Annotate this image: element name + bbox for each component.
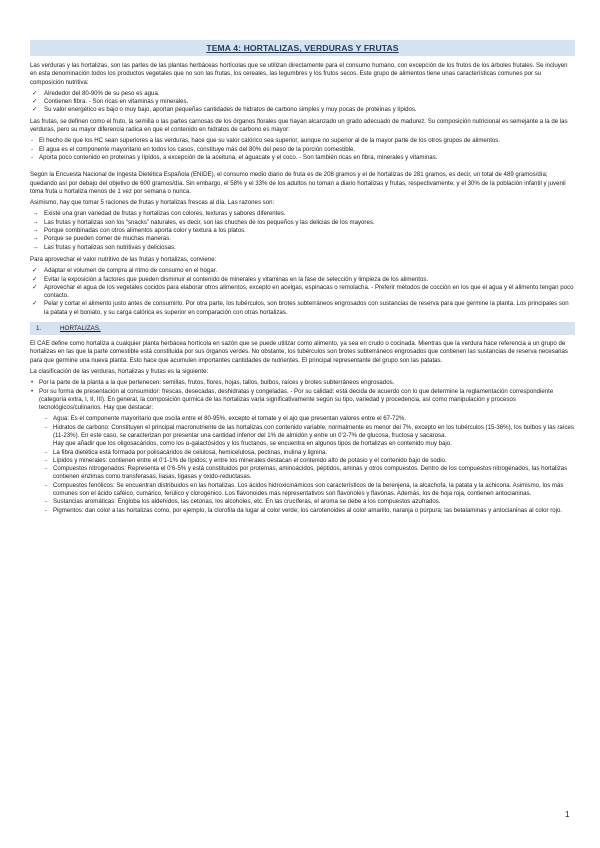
- page-title: TEMA 4: HORTALIZAS, VERDURAS Y FRUTAS: [206, 43, 399, 53]
- hortalizas-paragraph: El CAE define como hortaliza a cualquier planta herbácea hortícola en sazón que se puede utilizar como alimento, ya sea en crudo o cocinada. Mientras que la verdura hace referencia a un grupo de hortalizas en las que la parte comestible está constituida por sus órganos verdes. No obstante, los tubérculos son brotes subterráneos engrosados que contienen las sustancias de reserva necesarias para que germine una nueva planta. Esto hace que acumulen importantes cantidades de nutrientes. El principal representante del grupo son las patatas.: [30, 340, 568, 364]
- list-item: - Aporta poco contenido en proteínas y lípidos, a excepción de la aceituna, el aguacate y el coco. - Son también ricas en fibra, minerales y vitaminas.: [30, 154, 575, 162]
- aprovechar-check-list: [30, 267, 575, 317]
- list-item: ✓ Evitar la exposición a factores que pueden disminuir el contenido de minerales y vitaminas en la fase de selección y limpieza de los alimentos.: [30, 276, 575, 284]
- list-item: → Porque se pueden comer de muchas maneras.: [30, 235, 575, 243]
- list-item: - Hidratos de carbono: Constituyen el principal macronutriente de las hortalizas con contenido variable, normalmente es menor del 7%, excepto en los tubérculos (15-36%), los bulbos y las raíces (11-23%). En este caso, se caracterizan por presentar una cantidad inferior del 1% de almidón y entre un 0’2-7% de glucosa, fructosa y sacarosa.: [44, 424, 575, 441]
- list-item: ✓ Alrededor del 80-90% de su peso es agua.: [30, 90, 575, 98]
- list-item: - La fibra dietética está formada por polisacáridos de celulosa, hemicelulosa, pectinas, inulina y lignina.: [44, 449, 575, 457]
- enide-paragraph: Según la Encuesta Nacional de Ingesta Dietética Española (ENIDE), el consumo medio diario de fruta es de 208 gramos y el de hortalizas de 281 gramos, es decir, un total de 489 gramos/día; quedando así por debajo del objetivo de 600 gramos/día. Sin embargo, el 58% y el 33% de los adultos no toman a diario hortalizas y frutas, respectivamente, y el 30% de la población infantil y juvenil toma fruta u hortaliza menos de 1 vez por semana o nunca.: [30, 171, 566, 195]
- list-item: ✓ Contienen fibra. - Son ricas en vitaminas y minerales.: [30, 98, 575, 106]
- intro-paragraph: Las verduras y las hortalizas, son las partes de las plantas herbáceas hortícolas que se utilizan directamente para el consumo humano, con excepción de los frutos de los árboles frutales. Se incluyen en esta denominación todos los productos vegetales que no son las frutas, los cereales, las legumbres y los frutos secos. Este grupo de alimentos tiene unas características comunes por su composición nutritiva:: [30, 62, 568, 86]
- list-item: → Las frutas y hortalizas son nutritivas y deliciosas.: [30, 244, 575, 252]
- list-item: ✓ Aprovechar el agua de los vegetales cocidos para elaborar otros alimentos, excepto en acelgas, espinacas o remolacha. - Preferir métodos de cocción en los que el agua y el alimento tengan poco contacto.: [30, 284, 575, 301]
- page-number: 1: [565, 810, 570, 819]
- raciones-paragraph: Asimismo, hay que tomar 5 raciones de frutas y hortalizas frescas al día. Las razones son:: [30, 199, 275, 207]
- section-label: HORTALIZAS.: [60, 325, 101, 333]
- frutas-dash-list: [30, 137, 575, 162]
- list-item: - Compuestos nitrogenados: Representa el 0’6-5% y está constituidos por proteínas, aminoácidos, péptidos, aminas y otros compuestos. Dentro de los compuestos nitrogenados, las hortalizas contienen enzimas como transferasas, liasas, ligasas y oxido-reductasas.: [44, 465, 575, 482]
- section-number: 1.: [36, 325, 42, 333]
- list-item: ✓ Pelar y cortar el alimento justo antes de consumirlo. Por otra parte, los tubérculos, son brotes subterráneos engrosados con sustancias de reserva para que germine la planta. Los principales son la patata y el boniato, y su carga calórica es superior en comparación con otras hortalizas.: [30, 300, 575, 317]
- section-heading: [30, 322, 575, 335]
- list-item: → Las frutas y hortalizas son los “snacks” naturales, es decir, son las chuches de los pequeños y las delicias de los mayores.: [30, 219, 575, 227]
- list-item: - Compuestos fenólicos: Se encuentran distribuidos en las hortalizas. Los ácidos hidroxicinámicos son característicos de la berenjena, la alcachofa, la patata y la achicoria. Asimismo, los más comunes son el ácido caféico, cumárico, ferúlico y clorogénico. Los flavonoides más representativos son flavonoles y flavonas. Además, los de hoja roja, contienen antocianinas.: [44, 482, 575, 499]
- list-item: ✓ Adaptar el volumen de compra al ritmo de consumo en el hogar.: [30, 267, 575, 275]
- list-item: • Por su forma de presentación al consumidor: frescas, desecadas, deshidratas y congeladas. - Por su calidad: está decida de acuerdo con lo que determine la reglamentación correspondiente (categoría extra, I, II, III). En general, la composición química de las hortalizas varía significativamente según su tipo, variedad y procedencia, así como manipulación y procesos tecnológicos/culinarios. Hay que destacar:: [30, 388, 575, 413]
- list-item: → Existe una gran variedad de frutas y hortalizas con colores, texturas y sabores diferentes.: [30, 210, 575, 218]
- list-item: - Sustancias aromáticas: Engloba los aldehídos, las cetonas, los alcoholes, etc. En las crucíferas, el aroma se debe a los compuestos azufrados.: [44, 498, 575, 506]
- frutas-paragraph: Las frutas, se definen como el fruto, la semilla o las partes carnosas de los órganos florales que hayan alcanzado un grado adecuado de madurez. Su composición nutricional es semejante a la de las verduras, pero su mayor diferencia radica en que el contenido en hidratos de carbono es mayor:: [30, 117, 568, 134]
- list-item: - El agua es el componente mayoritario en todos los casos, constituye más del 80% del peso de la porción comestible.: [30, 146, 575, 154]
- list-item: - Agua: Es el componente mayoritario que oscila entre el 80-95%, excepto el tomate y el ajo que presentan valores entre el 67-72%.: [44, 415, 575, 423]
- title-bar: [30, 40, 575, 56]
- list-item: - El hecho de que los HC sean superiores a las verduras, hace que su valor calórico sea superior, aunque no superior al de la mayor parte de los otros grupos de alimentos.: [30, 137, 575, 145]
- list-item: - Lípidos y minerales: contienen entre el 0’1-1% de lípidos; y entre los minerales destacan el contenido alto de potasio y el contenido bajo de sodio.: [44, 457, 575, 465]
- list-item: → Porque combinadas con otros alimentos aporta color y textura a los platos.: [30, 227, 575, 235]
- list-item: ✓ Su valor energético es bajo o muy bajo, aportan pequeñas cantidades de hidratos de carbono simples y muy pocas de proteínas y lípidos.: [30, 106, 575, 114]
- reasons-arrow-list: [30, 210, 575, 251]
- list-item: - Pigmentos: dan color a las hortalizas como, por ejemplo, la clorofila da lugar al color verde; los carotenoides al color amarillo, naranja o púrpura; las betalaminas y antocianinas al color rojo.: [44, 507, 575, 515]
- list-item-continuation: Hay que añadir que los oligosacáridos, como los α-galactósidos y los fructanos, se encuentra en algunos tipos de hortalizas en contenido muy bajo.: [53, 440, 452, 448]
- document-page: [30, 40, 575, 518]
- clasificacion-paragraph: La clasificación de las verduras, hortalizas y frutas es la siguiente:: [30, 367, 209, 375]
- aprovechar-paragraph: Para aprovechar el valor nutritivo de las frutas y hortalizas, conviene:: [30, 255, 217, 263]
- list-item: • Por la parte de la planta a la que pertenecen: semillas, frutos, flores, hojas, tallos, bulbos, raíces y brotes subterráneos engrosados.: [30, 379, 575, 387]
- composicion-dash-list: [44, 415, 575, 515]
- intro-check-list: [30, 90, 575, 115]
- clasificacion-bullet-list: [30, 379, 575, 412]
